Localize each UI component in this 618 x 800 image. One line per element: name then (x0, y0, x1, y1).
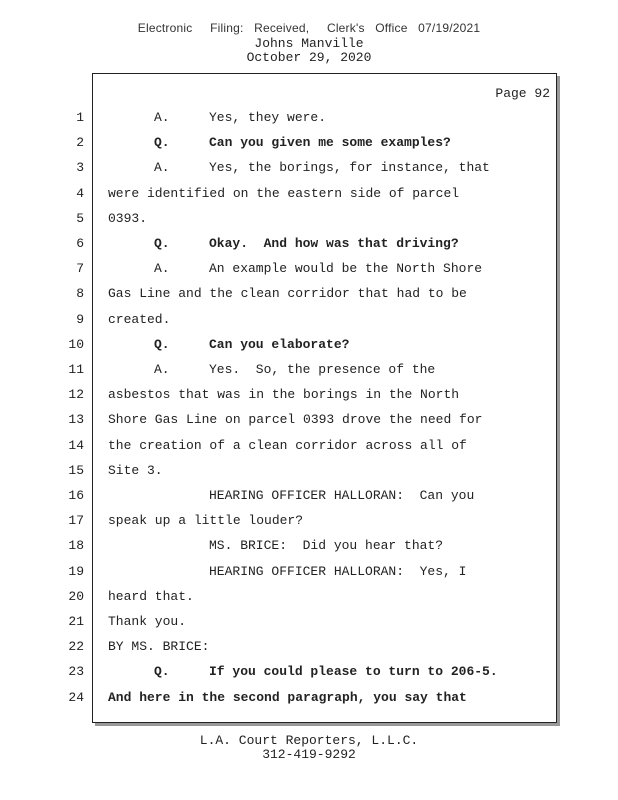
line-number: 22 (68, 639, 84, 654)
filing-stamp: Electronic Filing: Received, Clerk's Office 07/19/2021 (137, 21, 481, 35)
line-number: 18 (68, 538, 84, 553)
line-number: 23 (68, 664, 84, 679)
line-text: heard that. (108, 589, 194, 604)
line-text: the creation of a clean corridor across all of (108, 438, 467, 453)
line-text: Shore Gas Line on parcel 0393 drove the need for (108, 412, 483, 427)
reporter-phone: 312-419-9292 (262, 747, 356, 762)
line-number: 1 (76, 110, 84, 125)
line-number: 5 (76, 211, 84, 226)
page-number: Page 92 (495, 86, 550, 101)
line-number: 19 (68, 564, 84, 579)
line-number: 15 (68, 463, 84, 478)
line-text: asbestos that was in the borings in the North (108, 387, 460, 402)
speaker-marker: A. (154, 110, 170, 125)
speaker-marker: Q. (154, 664, 170, 679)
line-text: Thank you. (108, 614, 187, 629)
line-text: And here in the second paragraph, you say that (108, 690, 467, 705)
speaker-marker: A. (154, 362, 170, 377)
line-number: 12 (68, 387, 84, 402)
speaker-marker: Q. (154, 337, 170, 352)
speaker-marker: Q. (154, 135, 170, 150)
line-text: speak up a little louder? (108, 513, 304, 528)
line-number: 11 (68, 362, 84, 377)
speaker-marker: A. (154, 261, 170, 276)
line-text: were identified on the eastern side of parcel (108, 186, 460, 201)
colloquy-text: HEARING OFFICER HALLORAN: Yes, I (209, 564, 467, 579)
line-number: 20 (68, 589, 84, 604)
line-text: Yes, the borings, for instance, that (209, 160, 490, 175)
line-number: 3 (76, 160, 84, 175)
line-text: Yes. So, the presence of the (209, 362, 436, 377)
colloquy-text: HEARING OFFICER HALLORAN: Can you (209, 488, 475, 503)
line-text: BY MS. BRICE: (108, 639, 210, 654)
colloquy-text: MS. BRICE: Did you hear that? (209, 538, 444, 553)
line-number: 14 (68, 438, 84, 453)
line-number: 8 (76, 286, 84, 301)
line-text: An example would be the North Shore (209, 261, 483, 276)
line-text: Can you elaborate? (209, 337, 350, 352)
line-number: 16 (68, 488, 84, 503)
line-text: If you could please to turn to 206-5. (209, 664, 498, 679)
line-text: Yes, they were. (209, 110, 327, 125)
line-number: 24 (68, 690, 84, 705)
line-number: 6 (76, 236, 84, 251)
line-number: 17 (68, 513, 84, 528)
line-number: 2 (76, 135, 84, 150)
hearing-date: October 29, 2020 (246, 50, 372, 65)
speaker-marker: Q. (154, 236, 170, 251)
line-text: Gas Line and the clean corridor that had to be (108, 286, 467, 301)
reporter-name: L.A. Court Reporters, L.L.C. (199, 733, 419, 748)
line-number: 7 (76, 261, 84, 276)
line-text: Can you given me some examples? (209, 135, 451, 150)
line-number: 4 (76, 186, 84, 201)
line-number: 21 (68, 614, 84, 629)
speaker-marker: A. (154, 160, 170, 175)
line-text: created. (108, 312, 171, 327)
line-text: Site 3. (108, 463, 163, 478)
line-number: 13 (68, 412, 84, 427)
line-number: 9 (76, 312, 84, 327)
line-number: 10 (68, 337, 84, 352)
line-text: Okay. And how was that driving? (209, 236, 459, 251)
case-name: Johns Manville (254, 36, 364, 51)
line-text: 0393. (108, 211, 148, 226)
